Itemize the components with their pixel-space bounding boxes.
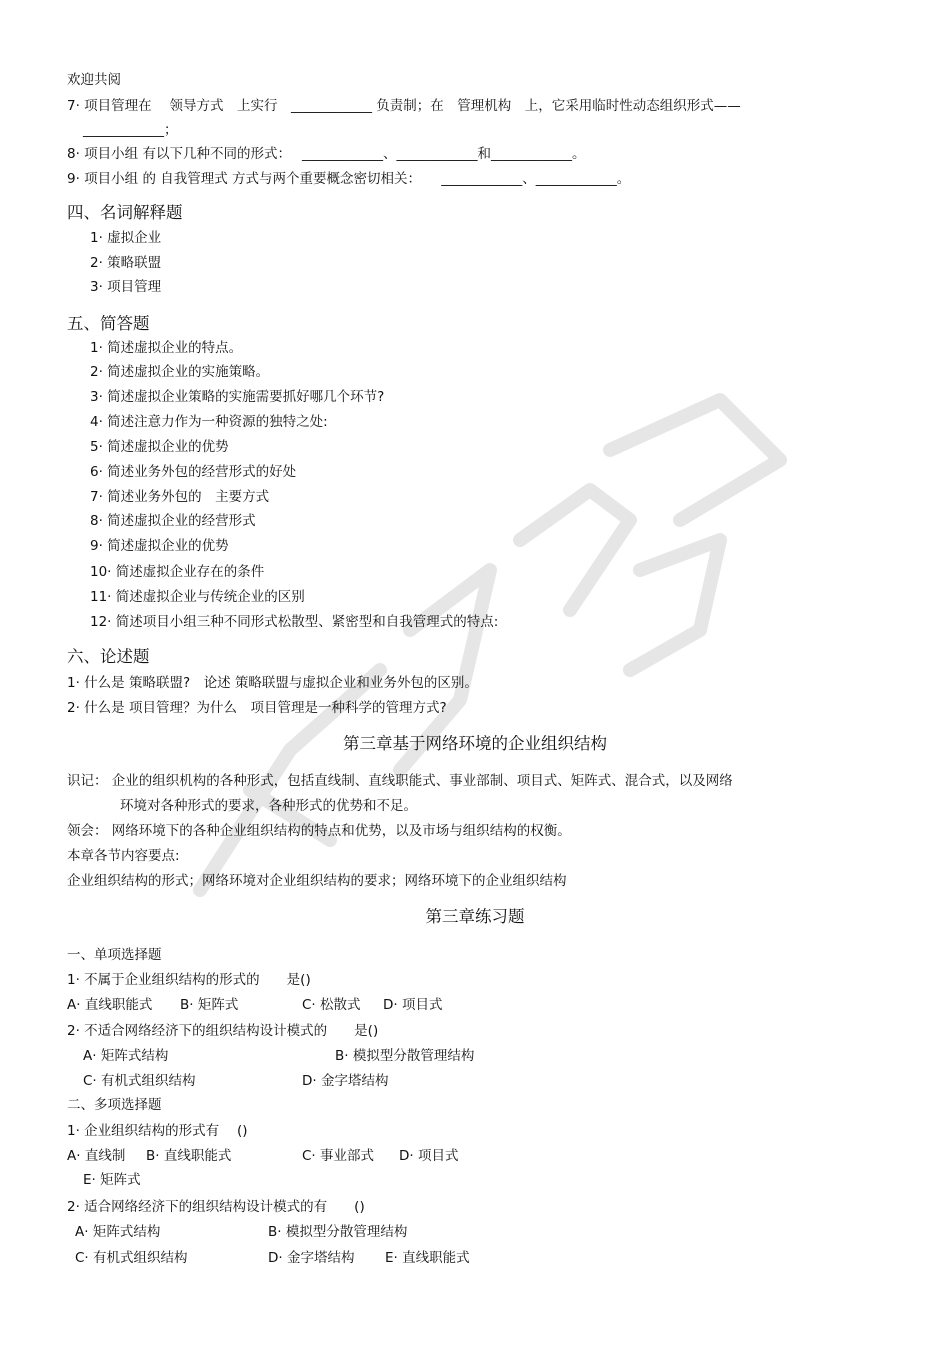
- fill-in-question-9: 9· 项目小组 的 自我管理式 方式与两个重要概念密切相关： ____________、____________。: [67, 171, 631, 187]
- fill-in-question-7: 7· 项目管理在 领导方式 上实行 ____________ 负责制；在 管理机构 上，它采用临时性动态组织形式——: [67, 98, 741, 114]
- understand-text: 领会： 网络环境下的各种企业组织结构的特点和优势，以及市场与组织结构的权衡。: [67, 823, 571, 839]
- option-b: B· 模拟型分散管理结构: [268, 1224, 408, 1240]
- section-5-item: 1· 简述虚拟企业的特点。: [90, 340, 243, 356]
- key-points-text: 企业组织结构的形式；网络环境对企业组织结构的要求；网络环境下的企业组织结构: [67, 873, 567, 889]
- option-d: D· 项目式: [383, 997, 443, 1013]
- single-question-2: 2· 不适合网络经济下的组织结构设计模式的 是(): [67, 1023, 379, 1039]
- section-5-item: 10· 简述虚拟企业存在的条件: [90, 564, 265, 580]
- section-5-item: 5· 简述虚拟企业的优势: [90, 439, 229, 455]
- single-choice-title: 一、单项选择题: [67, 947, 162, 963]
- section-5-item: 9· 简述虚拟企业的优势: [90, 538, 229, 554]
- recall-text-cont: 环境对各种形式的要求，各种形式的优势和不足。: [120, 798, 417, 814]
- exercises-title: 第三章练习题: [425, 907, 525, 926]
- option-b: B· 模拟型分散管理结构: [335, 1048, 475, 1064]
- option-b: B· 直线职能式: [146, 1148, 232, 1164]
- option-c: C· 有机式组织结构: [75, 1250, 188, 1266]
- option-e: E· 直线职能式: [385, 1250, 470, 1266]
- fill-in-question-8: 8· 项目小组 有以下几种不同的形式： ____________、____________和____________。: [67, 146, 586, 162]
- recall-text: 识记： 企业的组织机构的各种形式，包括直线制、直线职能式、事业部制、项目式、矩阵式、混合式，以及网络: [67, 773, 733, 789]
- section-5-item: 3· 简述虚拟企业策略的实施需要抓好哪几个环节?: [90, 389, 385, 405]
- fill-in-question-7-cont: ____________；: [83, 122, 178, 138]
- option-c: C· 事业部式: [302, 1148, 375, 1164]
- option-c: C· 松散式: [302, 997, 361, 1013]
- multi-choice-title: 二、多项选择题: [67, 1097, 162, 1113]
- section-5-item: 7· 简述业务外包的 主要方式: [90, 489, 270, 505]
- option-b: B· 矩阵式: [180, 997, 239, 1013]
- section-5-item: 8· 简述虚拟企业的经营形式: [90, 513, 256, 529]
- option-c: C· 有机式组织结构: [83, 1073, 196, 1089]
- section-5-item: 2· 简述虚拟企业的实施策略。: [90, 364, 270, 380]
- section-4-item: 1· 虚拟企业: [90, 230, 162, 246]
- option-a: A· 矩阵式结构: [83, 1048, 169, 1064]
- option-d: D· 金字塔结构: [268, 1250, 355, 1266]
- section-6-item: 1· 什么是 策略联盟? 论述 策略联盟与虚拟企业和业务外包的区别。: [67, 675, 478, 691]
- page-header: 欢迎共阅: [67, 72, 121, 88]
- option-a: A· 直线职能式: [67, 997, 153, 1013]
- option-a: A· 直线制: [67, 1148, 126, 1164]
- multi-question-2: 2· 适合网络经济下的组织结构设计模式的有 (): [67, 1199, 365, 1215]
- section-4-item: 2· 策略联盟: [90, 255, 162, 271]
- section-5-item: 11· 简述虚拟企业与传统企业的区别: [90, 589, 305, 605]
- key-points-title: 本章各节内容要点:: [67, 848, 180, 864]
- section-5-item: 12· 简述项目小组三种不同形式松散型、紧密型和自我管理式的特点:: [90, 614, 499, 630]
- chapter-title: 第三章基于网络环境的企业组织结构: [343, 734, 607, 753]
- option-e: E· 矩阵式: [83, 1172, 141, 1188]
- option-d: D· 金字塔结构: [302, 1073, 389, 1089]
- section-5-item: 6· 简述业务外包的经营形式的好处: [90, 464, 297, 480]
- single-question-1: 1· 不属于企业组织结构的形式的 是(): [67, 972, 311, 988]
- section-6-item: 2· 什么是 项目管理？为什么 项目管理是一种科学的管理方式?: [67, 700, 447, 716]
- watermark-graphic: [160, 370, 820, 950]
- section-4-item: 3· 项目管理: [90, 279, 162, 295]
- option-d: D· 项目式: [399, 1148, 459, 1164]
- section-6-title: 六、论述题: [67, 647, 150, 666]
- multi-question-1: 1· 企业组织结构的形式有 (): [67, 1123, 248, 1139]
- section-5-title: 五、简答题: [67, 314, 150, 333]
- option-a: A· 矩阵式结构: [75, 1224, 161, 1240]
- section-4-title: 四、名词解释题: [67, 203, 183, 222]
- section-5-item: 4· 简述注意力作为一种资源的独特之处:: [90, 414, 328, 430]
